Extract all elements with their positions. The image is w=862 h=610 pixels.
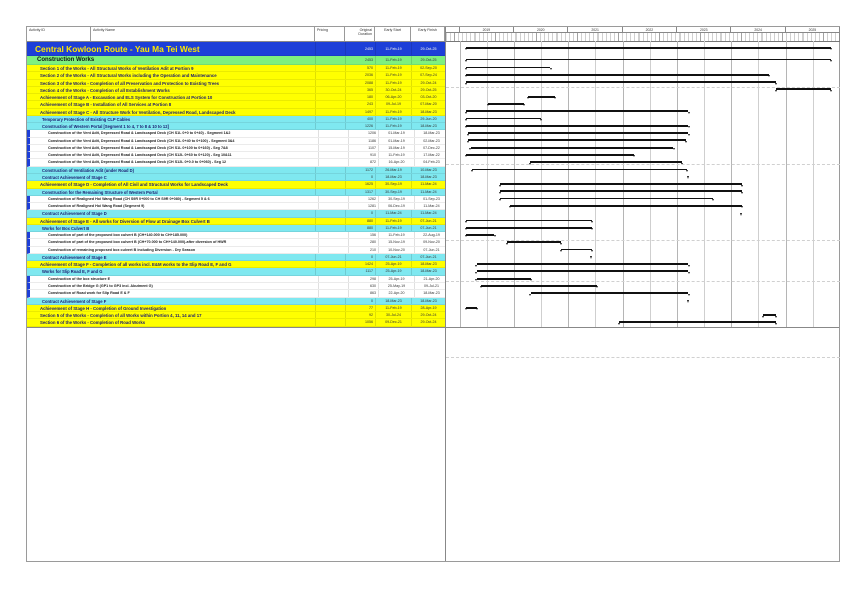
- original-duration: 365: [345, 87, 375, 93]
- table-row[interactable]: [27, 312, 445, 319]
- early-finish: 09-Jul-21: [414, 283, 448, 289]
- activity-name: Achievement of Stage D - Completion of All Civil and Structural Works for Landscaped Deck: [40, 182, 228, 188]
- table-row[interactable]: [27, 116, 445, 123]
- pricing-cell: [315, 218, 346, 224]
- early-finish: 29-Oct-24: [411, 312, 445, 318]
- table-row[interactable]: [27, 305, 445, 312]
- early-finish: 11-Mar-24: [414, 203, 448, 209]
- pricing-cell: [318, 239, 349, 245]
- table-row[interactable]: [27, 42, 445, 56]
- early-finish: 18-Mar-23: [411, 174, 445, 180]
- activity-bar[interactable]: [466, 220, 592, 222]
- activity-bar[interactable]: [477, 263, 689, 265]
- pricing-cell: [318, 196, 349, 202]
- table-row[interactable]: [27, 298, 445, 305]
- table-bottom-border: [27, 327, 839, 328]
- activity-name: Construction of Realigned Hoi Wang Road (Segment 9): [48, 204, 145, 209]
- original-duration: 180: [345, 94, 375, 100]
- col-activity-id[interactable]: Activity ID: [27, 27, 91, 41]
- gridline-horizontal: [446, 164, 840, 165]
- timeline-header: [446, 27, 840, 42]
- early-finish: 11-Mar-24: [411, 210, 445, 216]
- early-finish: 07-Dec-22: [414, 145, 448, 151]
- table-row[interactable]: [27, 196, 445, 203]
- activity-name: Construction of Western Portal [Segment 1 to 4, 7 to 8 & 10 to 12]: [42, 124, 169, 130]
- col-early-finish[interactable]: Early Finish: [411, 27, 445, 41]
- early-finish: 10-Mar-23: [411, 167, 445, 173]
- activity-bar[interactable]: [488, 103, 524, 105]
- table-row[interactable]: [27, 218, 445, 225]
- activity-name: Construction of part of the proposed box culvert B (CH+140.000 to CH+185.000): [48, 233, 188, 238]
- table-row[interactable]: [27, 247, 445, 254]
- activity-bar[interactable]: [763, 314, 777, 316]
- original-duration: 2453: [345, 56, 375, 64]
- original-duration: 77: [345, 305, 375, 311]
- early-start: 09-Jul-19: [375, 101, 411, 107]
- activity-bar[interactable]: [477, 270, 689, 272]
- table-row[interactable]: [27, 56, 445, 65]
- early-finish: 07-Sep-24: [411, 72, 445, 78]
- activity-bar[interactable]: [466, 307, 477, 309]
- early-start: 11-Feb-19: [375, 80, 411, 86]
- table-row[interactable]: [27, 94, 445, 101]
- early-finish: 11-Mar-24: [411, 181, 445, 187]
- table-row[interactable]: [27, 319, 445, 326]
- original-duration: 1262: [348, 196, 378, 202]
- original-duration: 210: [348, 247, 378, 253]
- early-start: 11-Feb-19: [375, 305, 411, 311]
- table-row[interactable]: [27, 225, 445, 232]
- activity-bar[interactable]: [471, 147, 674, 149]
- activity-name: Construction of Road work for Slip Road E & F: [48, 291, 130, 296]
- early-finish: 17-Mar-22: [414, 152, 448, 158]
- gridline-horizontal: [446, 281, 840, 282]
- pricing-cell: [318, 145, 349, 151]
- original-duration: 1424: [345, 261, 375, 267]
- activity-name: Section 6 of the Works - Completion of Road Works: [40, 320, 146, 326]
- pricing-cell: [318, 138, 349, 144]
- table-row[interactable]: [27, 290, 445, 297]
- activity-name: Temporary Protection of Existing CLP Cables: [42, 116, 131, 122]
- early-finish: 21-Apr-20: [414, 276, 448, 282]
- early-finish: 29-Oct-25: [411, 56, 445, 64]
- table-row[interactable]: [27, 130, 445, 137]
- table-row[interactable]: [27, 152, 445, 159]
- activity-bar[interactable]: [507, 241, 561, 243]
- gridline: [758, 41, 759, 327]
- early-finish: 01-Sep-23: [414, 196, 448, 202]
- early-start: 11-Feb-19: [375, 72, 411, 78]
- original-duration: 1625: [345, 181, 375, 187]
- activity-name: Construction of the Vent Adit, Depressed Road & Landscaped Deck (CH S12L 0+0.0 to 0+060) - Seg 12: [48, 160, 227, 165]
- original-duration: 1317: [345, 189, 375, 195]
- pricing-cell: [315, 87, 346, 93]
- year-header: 2021: [568, 27, 622, 33]
- activity-table: [27, 42, 445, 327]
- original-duration: 1172: [345, 167, 375, 173]
- original-duration: 630: [348, 283, 378, 289]
- activity-bar[interactable]: [466, 227, 592, 229]
- early-finish: 18-Mar-23: [411, 123, 445, 129]
- early-finish: 11-Mar-24: [411, 189, 445, 195]
- activity-bar[interactable]: [477, 278, 531, 280]
- activity-name: Construction of Realigned Hoi Wang Road (CH S9R 0+000 to CH S9R 0+080) - Segment 5 & 6: [48, 196, 210, 201]
- original-duration: 863: [348, 290, 378, 296]
- pricing-cell: [318, 152, 349, 158]
- col-activity-name[interactable]: Activity Name: [91, 27, 315, 41]
- original-duration: 1226: [345, 123, 375, 129]
- early-start: 30-Jul-24: [375, 312, 411, 318]
- original-duration: 872: [348, 159, 378, 165]
- activity-bar[interactable]: [466, 47, 831, 49]
- early-start: 11-Feb-19: [375, 218, 411, 224]
- table-row[interactable]: [27, 254, 445, 261]
- early-start: 01-Mar-19: [378, 138, 414, 144]
- table-row[interactable]: [27, 159, 445, 166]
- early-start: 18-Mar-23: [375, 298, 411, 304]
- table-row[interactable]: [27, 109, 445, 116]
- activity-name: Section 1 of the Works - All Structural Works of Ventilation Adit at Portion 9: [40, 66, 194, 71]
- pricing-cell: [315, 72, 346, 78]
- pricing-cell: [315, 56, 346, 64]
- activity-bar[interactable]: [466, 81, 777, 83]
- original-duration: 1056: [345, 319, 375, 325]
- activity-bar[interactable]: [466, 234, 495, 236]
- activity-bar[interactable]: [561, 249, 592, 251]
- activity-name: Achievement of Stage H - Completion of Ground Investigation: [40, 305, 167, 311]
- activity-bar[interactable]: [468, 132, 688, 134]
- table-row[interactable]: [27, 80, 445, 87]
- milestone-marker[interactable]: [740, 213, 742, 216]
- activity-name: Construction for the Remaining Structure of Western Portal: [42, 189, 158, 195]
- original-duration: 243: [345, 101, 375, 107]
- early-start: 22-Apr-20: [378, 290, 414, 296]
- early-start: 11-Feb-19: [375, 116, 411, 122]
- early-finish: 18-Mar-23: [411, 298, 445, 304]
- activity-name: Construction Works: [37, 57, 95, 63]
- early-start: 16-Apr-20: [378, 159, 414, 165]
- activity-bar[interactable]: [466, 154, 634, 156]
- timeline-month-ticks: [446, 33, 840, 41]
- pricing-cell: [315, 319, 346, 325]
- table-row[interactable]: [27, 65, 445, 72]
- early-start: 18-Mar-23: [375, 174, 411, 180]
- early-finish: 04-Feb-23: [414, 159, 448, 165]
- early-finish: 18-Mar-23: [414, 290, 448, 296]
- original-duration: 0: [345, 298, 375, 304]
- early-finish: 07-Jun-21: [411, 218, 445, 224]
- early-finish: 18-Mar-23: [411, 261, 445, 267]
- early-finish: 18-Mar-23: [411, 109, 445, 115]
- activity-name: Construction of the Vent Adit, Depressed Road & Landscaped Deck (CH S1L 0+0 to 0+40) - Segment 1&2: [48, 131, 231, 136]
- activity-bar[interactable]: [466, 125, 689, 127]
- pricing-cell: [315, 109, 346, 115]
- early-finish: 22-Aug-19: [414, 232, 448, 238]
- table-row[interactable]: [27, 174, 445, 181]
- early-finish: 02-Mar-23: [414, 138, 448, 144]
- original-duration: 2036: [345, 72, 375, 78]
- pricing-cell: [315, 312, 346, 318]
- pricing-cell: [318, 283, 349, 289]
- activity-name: Section 4 of the Works - Completion of all Establishment Works: [40, 87, 170, 93]
- activity-name: Construction of the Vent Adit, Depressed Road & Landscaped Deck (CH S1L 0+40 to 0+100) - Segment 3&4: [48, 138, 235, 143]
- early-finish: 09-Nov-20: [414, 239, 448, 245]
- activity-name: Central Kowloon Route - Yau Ma Tei West: [35, 44, 200, 54]
- early-start: 07-Jun-21: [375, 254, 411, 260]
- original-duration: 400: [345, 116, 375, 122]
- pricing-cell: [315, 225, 346, 231]
- original-duration: 880: [345, 218, 375, 224]
- gantt-schedule-sheet: [26, 26, 840, 562]
- activity-name: Achievement of Stage C - All Structure Work for Ventilation, Depressed Road, Landscaped Deck: [40, 109, 236, 115]
- gantt-chart: [445, 27, 840, 561]
- activity-bar[interactable]: [466, 110, 689, 112]
- pricing-cell: [315, 167, 346, 173]
- col-original-duration[interactable]: Original Duration: [345, 27, 375, 41]
- milestone-marker[interactable]: [590, 256, 592, 259]
- pricing-cell: [318, 159, 349, 165]
- original-duration: 1117: [345, 268, 375, 274]
- pricing-cell: [315, 254, 346, 260]
- activity-bar[interactable]: [472, 169, 687, 171]
- pricing-cell: [315, 261, 346, 267]
- pricing-cell: [315, 42, 346, 55]
- pricing-cell: [315, 210, 346, 216]
- original-duration: 0: [345, 174, 375, 180]
- early-finish: 03-Oct-20: [411, 94, 445, 100]
- gridline: [813, 41, 814, 327]
- early-finish: 18-Mar-23: [411, 268, 445, 274]
- early-start: 11-Feb-19: [375, 56, 411, 64]
- year-header: 2019: [460, 27, 514, 33]
- early-start: 11-Feb-19: [378, 232, 414, 238]
- pricing-cell: [318, 130, 349, 136]
- table-row[interactable]: [27, 138, 445, 145]
- original-duration: 1497: [345, 109, 375, 115]
- early-finish: 07-Jun-21: [411, 254, 445, 260]
- table-row[interactable]: [27, 145, 445, 152]
- activity-name: Works for Slip Road E, F and G: [42, 269, 103, 275]
- early-finish: 02-Sep-20: [411, 65, 445, 71]
- activity-bar[interactable]: [776, 88, 830, 90]
- early-finish: 07-Jun-21: [411, 225, 445, 231]
- original-duration: 1186: [348, 138, 378, 144]
- early-start: 11-Feb-19: [378, 152, 414, 158]
- early-start: 11-Feb-19: [375, 65, 411, 71]
- pricing-cell: [315, 174, 346, 180]
- activity-bar[interactable]: [619, 321, 776, 323]
- activity-name: Achievement of Stage A - Excavation and ELS System for Construction at Portion 10: [40, 95, 213, 101]
- early-start: 01-Mar-19: [378, 130, 414, 136]
- pricing-cell: [315, 298, 346, 304]
- activity-bar[interactable]: [466, 118, 541, 120]
- milestone-marker[interactable]: [687, 300, 689, 303]
- activity-bar[interactable]: [510, 205, 742, 207]
- table-row[interactable]: [27, 268, 445, 275]
- activity-name: Construction of part of the proposed box culvert B (CH+70.000 to CH+140.000)-after diversion of HWR: [48, 240, 227, 245]
- table-row[interactable]: [27, 232, 445, 239]
- early-finish: 29-Jun-20: [411, 116, 445, 122]
- pricing-cell: [315, 65, 346, 71]
- original-duration: 280: [348, 239, 378, 245]
- early-start: 11-Mar-24: [375, 210, 411, 216]
- year-header: 2023: [677, 27, 731, 33]
- original-duration: 156: [348, 232, 378, 238]
- early-finish: 07-Jun-21: [414, 247, 448, 253]
- pricing-cell: [315, 116, 346, 122]
- activity-bar[interactable]: [466, 67, 551, 69]
- original-duration: 1281: [348, 203, 378, 209]
- pricing-cell: [315, 123, 346, 129]
- table-row[interactable]: [27, 87, 445, 94]
- pricing-cell: [315, 181, 346, 187]
- original-duration: 570: [345, 65, 375, 71]
- activity-name: Achievement of Stage E - All works for Diversion of Flow at Drainage Box Culvert B: [40, 218, 210, 224]
- activity-bar[interactable]: [530, 161, 682, 163]
- early-finish: 29-Oct-24: [411, 319, 445, 325]
- activity-name: Construction of the Bridge G (GP1 to GP3 incl. Abutment G): [48, 283, 153, 288]
- early-start: 30-Sep-19: [375, 181, 411, 187]
- gridline-horizontal: [446, 357, 840, 358]
- early-finish: 28-Apr-19: [411, 305, 445, 311]
- activity-name: Construction of the Vent Adit, Depressed Road & Landscaped Deck (CH S12L 0+60 to 0+120) - Seg 10&11: [48, 153, 232, 158]
- early-start: 10-Nov-20: [378, 247, 414, 253]
- pricing-cell: [315, 80, 346, 86]
- pricing-cell: [315, 94, 346, 100]
- activity-name: Construction of remaining proposed box culvert B including Diversion - Dry Season: [48, 247, 196, 252]
- early-start: 26-Mar-19: [375, 167, 411, 173]
- activity-bar[interactable]: [466, 74, 769, 76]
- pricing-cell: [315, 189, 346, 195]
- early-start: 25-May-19: [378, 283, 414, 289]
- pricing-cell: [315, 305, 346, 311]
- original-duration: 2453: [345, 42, 375, 55]
- activity-bar[interactable]: [500, 183, 742, 185]
- pricing-cell: [318, 290, 349, 296]
- early-start: 11-Feb-19: [375, 225, 411, 231]
- year-header: 2025: [786, 27, 840, 33]
- pricing-cell: [318, 203, 349, 209]
- original-duration: 2088: [345, 80, 375, 86]
- original-duration: 910: [348, 152, 378, 158]
- early-start: 15-Nov-19: [378, 239, 414, 245]
- col-pricing[interactable]: Pricing: [315, 27, 345, 41]
- activity-bar[interactable]: [481, 285, 596, 287]
- activity-name: Achievement of Stage F - Completion of all works incl. E&M works to the Slip Road E, F and G: [40, 262, 232, 268]
- early-start: 30-Sep-19: [375, 189, 411, 195]
- original-duration: 1206: [348, 130, 378, 136]
- year-header: 2022: [623, 27, 677, 33]
- table-row[interactable]: [27, 123, 445, 130]
- gridline: [786, 41, 787, 327]
- pricing-cell: [315, 101, 346, 107]
- table-row[interactable]: [27, 203, 445, 210]
- activity-bar[interactable]: [528, 96, 555, 98]
- activity-name: Section 3 of the Works - Completion of all Preservation and Protection to Existing Trees: [40, 80, 219, 86]
- table-row[interactable]: [27, 72, 445, 79]
- original-duration: 1107: [348, 145, 378, 151]
- table-row[interactable]: [27, 181, 445, 188]
- pricing-cell: [315, 268, 346, 274]
- year-header: 2024: [731, 27, 785, 33]
- activity-bar[interactable]: [466, 59, 831, 61]
- year-header: 2020: [514, 27, 568, 33]
- original-duration: 880: [345, 225, 375, 231]
- pricing-cell: [318, 232, 349, 238]
- early-start: 11-Feb-19: [375, 123, 411, 129]
- activity-name: Section 5 of the Works - Completion of all Works within Portion 4, 11, 14 and 17: [40, 313, 202, 319]
- activity-bar[interactable]: [500, 198, 713, 200]
- table-row[interactable]: [27, 276, 445, 283]
- activity-name: Contract Achievement of Stage D: [42, 211, 107, 217]
- early-finish: 29-Oct-25: [411, 42, 445, 55]
- original-duration: 0: [345, 210, 375, 216]
- milestone-marker[interactable]: [687, 176, 689, 179]
- early-start: 11-Feb-19: [375, 42, 411, 55]
- early-start: 09-Dec-21: [375, 319, 411, 325]
- activity-name: Construction of the box structure E: [48, 276, 111, 281]
- early-start: 15-Mar-19: [378, 145, 414, 151]
- early-start: 25-Apr-19: [375, 261, 411, 267]
- early-start: 30-Sep-19: [378, 196, 414, 202]
- activity-name: Construction of the Vent Adit, Depressed Road & Landscaped Deck (CH S1L 0+100 to 0+160) - Seg 7&8: [48, 145, 228, 150]
- gridline-horizontal: [446, 87, 840, 88]
- early-start: 25-Apr-19: [375, 268, 411, 274]
- table-row[interactable]: [27, 189, 445, 196]
- year-header-2018: [446, 27, 460, 33]
- original-duration: 298: [348, 276, 378, 282]
- col-early-start[interactable]: Early Start: [375, 27, 411, 41]
- table-row[interactable]: [27, 210, 445, 217]
- table-row[interactable]: [27, 239, 445, 246]
- original-duration: 92: [345, 312, 375, 318]
- early-start: 06-Dec-19: [378, 203, 414, 209]
- activity-name: Section 2 of the Works - All Structural Works including the Operation and Maintenance: [40, 73, 217, 79]
- gridline-horizontal: [446, 240, 840, 241]
- table-row[interactable]: [27, 261, 445, 268]
- table-row[interactable]: [27, 167, 445, 174]
- activity-name: Achievement of Stage B - Installation of All Services at Portion 8: [40, 102, 172, 108]
- early-start: 30-Oct-24: [375, 87, 411, 93]
- activity-name: Contract Achievement of Stage F: [42, 298, 107, 304]
- early-finish: 07-Mar-20: [411, 101, 445, 107]
- activity-name: Contract Achievement of Stage E: [42, 254, 107, 260]
- activity-bar[interactable]: [531, 292, 689, 294]
- activity-bar[interactable]: [500, 190, 742, 192]
- early-start: 25-Apr-19: [378, 276, 414, 282]
- activity-name: Construction of Ventilation Adit (under Road D): [42, 167, 134, 173]
- early-start: 06-Apr-20: [375, 94, 411, 100]
- early-finish: 29-Oct-25: [411, 87, 445, 93]
- early-finish: 29-Oct-24: [411, 80, 445, 86]
- original-duration: 0: [345, 254, 375, 260]
- table-row[interactable]: [27, 101, 445, 108]
- pricing-cell: [318, 276, 349, 282]
- early-finish: 18-Mar-23: [414, 130, 448, 136]
- activity-name: Works for Box Culvert B: [42, 225, 90, 231]
- activity-name: Contract Achievement of Stage C: [42, 174, 107, 180]
- early-start: 11-Feb-19: [375, 109, 411, 115]
- gridline: [460, 41, 461, 327]
- table-row[interactable]: [27, 283, 445, 290]
- pricing-cell: [318, 247, 349, 253]
- activity-bar[interactable]: [468, 139, 686, 141]
